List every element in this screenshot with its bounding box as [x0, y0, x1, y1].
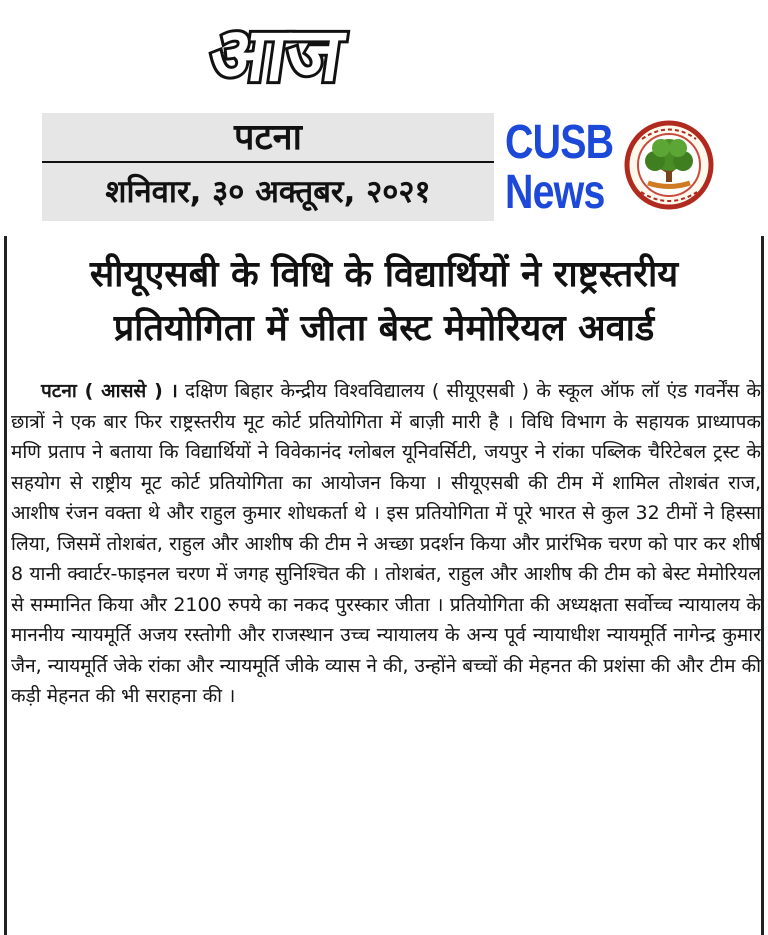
brand-name-line1: CUSB — [505, 116, 614, 169]
headline-line-2: प्रतियोगिता में जीता बेस्ट मेमोरियल अवार्ड — [113, 308, 655, 349]
cusb-news-brand — [505, 116, 614, 219]
edition-date-box — [42, 113, 494, 221]
article-dateline: पटना ( आससे ) । — [41, 380, 178, 402]
column-rule-right — [761, 236, 764, 935]
brand-name-line2: News — [505, 166, 605, 219]
university-seal-tree-icon — [624, 117, 714, 213]
newspaper-logo — [178, 8, 388, 104]
article-body-text: दक्षिण बिहार केन्द्रीय विश्वविद्यालय ( सीयूएसबी ) के स्कूल ऑफ लॉ एंड गवर्नेंस के छात्रों ने एक बार फिर राष्ट्रस्तरीय मूट कोर्ट प्रतियोगिता में बाज़ी मारी है । विधि विभाग के सहायक प्राध्यापक मणि प्रताप ने बताया कि विद्यार्थियों ने विवेकानंद ग्लोबल यूनिवर्सिटी, जयपुर ने रांका पब्लिक चैरिटेबल ट्रस्ट के सहयोग से राष्ट्रीय मूट कोर्ट प्रतियोगिता का आयोजन किया । सीयूएसबी की टीम में शामिल तोशबंत राज, आशीष रंजन वक्ता थे और राहुल कुमार शोधकर्ता थे । इस प्रतियोगिता में पूरे भारत से कुल 32 टीमों ने हिस्सा लिया, जिसमें तोशबंत, राहुल और आशीष की टीम ने अच्छा प्रदर्शन किया और प्रारंभिक चरण को पार कर शीर्ष 8 यानी क्वार्टर-फाइनल चरण में जगह सुनिश्चित की । तोशबंत, राहुल और आशीष की टीम को बेस्ट मेमोरियल से सम्मानित किया और 2100 रुपये का नकद पुरस्कार जीता । प्रतियोगिता की अध्यक्षता सर्वोच्च न्यायालय के माननीय न्यायमूर्ति अजय रस्तोगी और राजस्थान उच्च न्यायालय के अन्य पूर्व न्यायाधीश न्यायमूर्ति नागेन्द्र कुमार जैन, न्यायमूर्ति जेके रांका और न्यायमूर्ति जीके व्यास ने की, उन्होंने बच्चों की मेहनत की प्रशंसा की और टीम की कड़ी मेहनत की भी सराहना की । — [11, 380, 761, 707]
headline-line-1: सीयूएसबी के विधि के विद्यार्थियों ने राष्ट्रस्तरीय — [89, 254, 679, 295]
edition-city: पटना — [234, 117, 302, 158]
article-headline — [18, 248, 750, 356]
article-body — [11, 376, 761, 712]
newspaper-logo-text: आज — [205, 11, 348, 98]
news-article — [0, 236, 768, 935]
newspaper-masthead — [0, 0, 768, 232]
column-rule-left — [4, 236, 7, 935]
edition-date: शनिवार, ३० अक्तूबर, २०२१ — [105, 174, 431, 210]
date-divider — [42, 161, 494, 163]
